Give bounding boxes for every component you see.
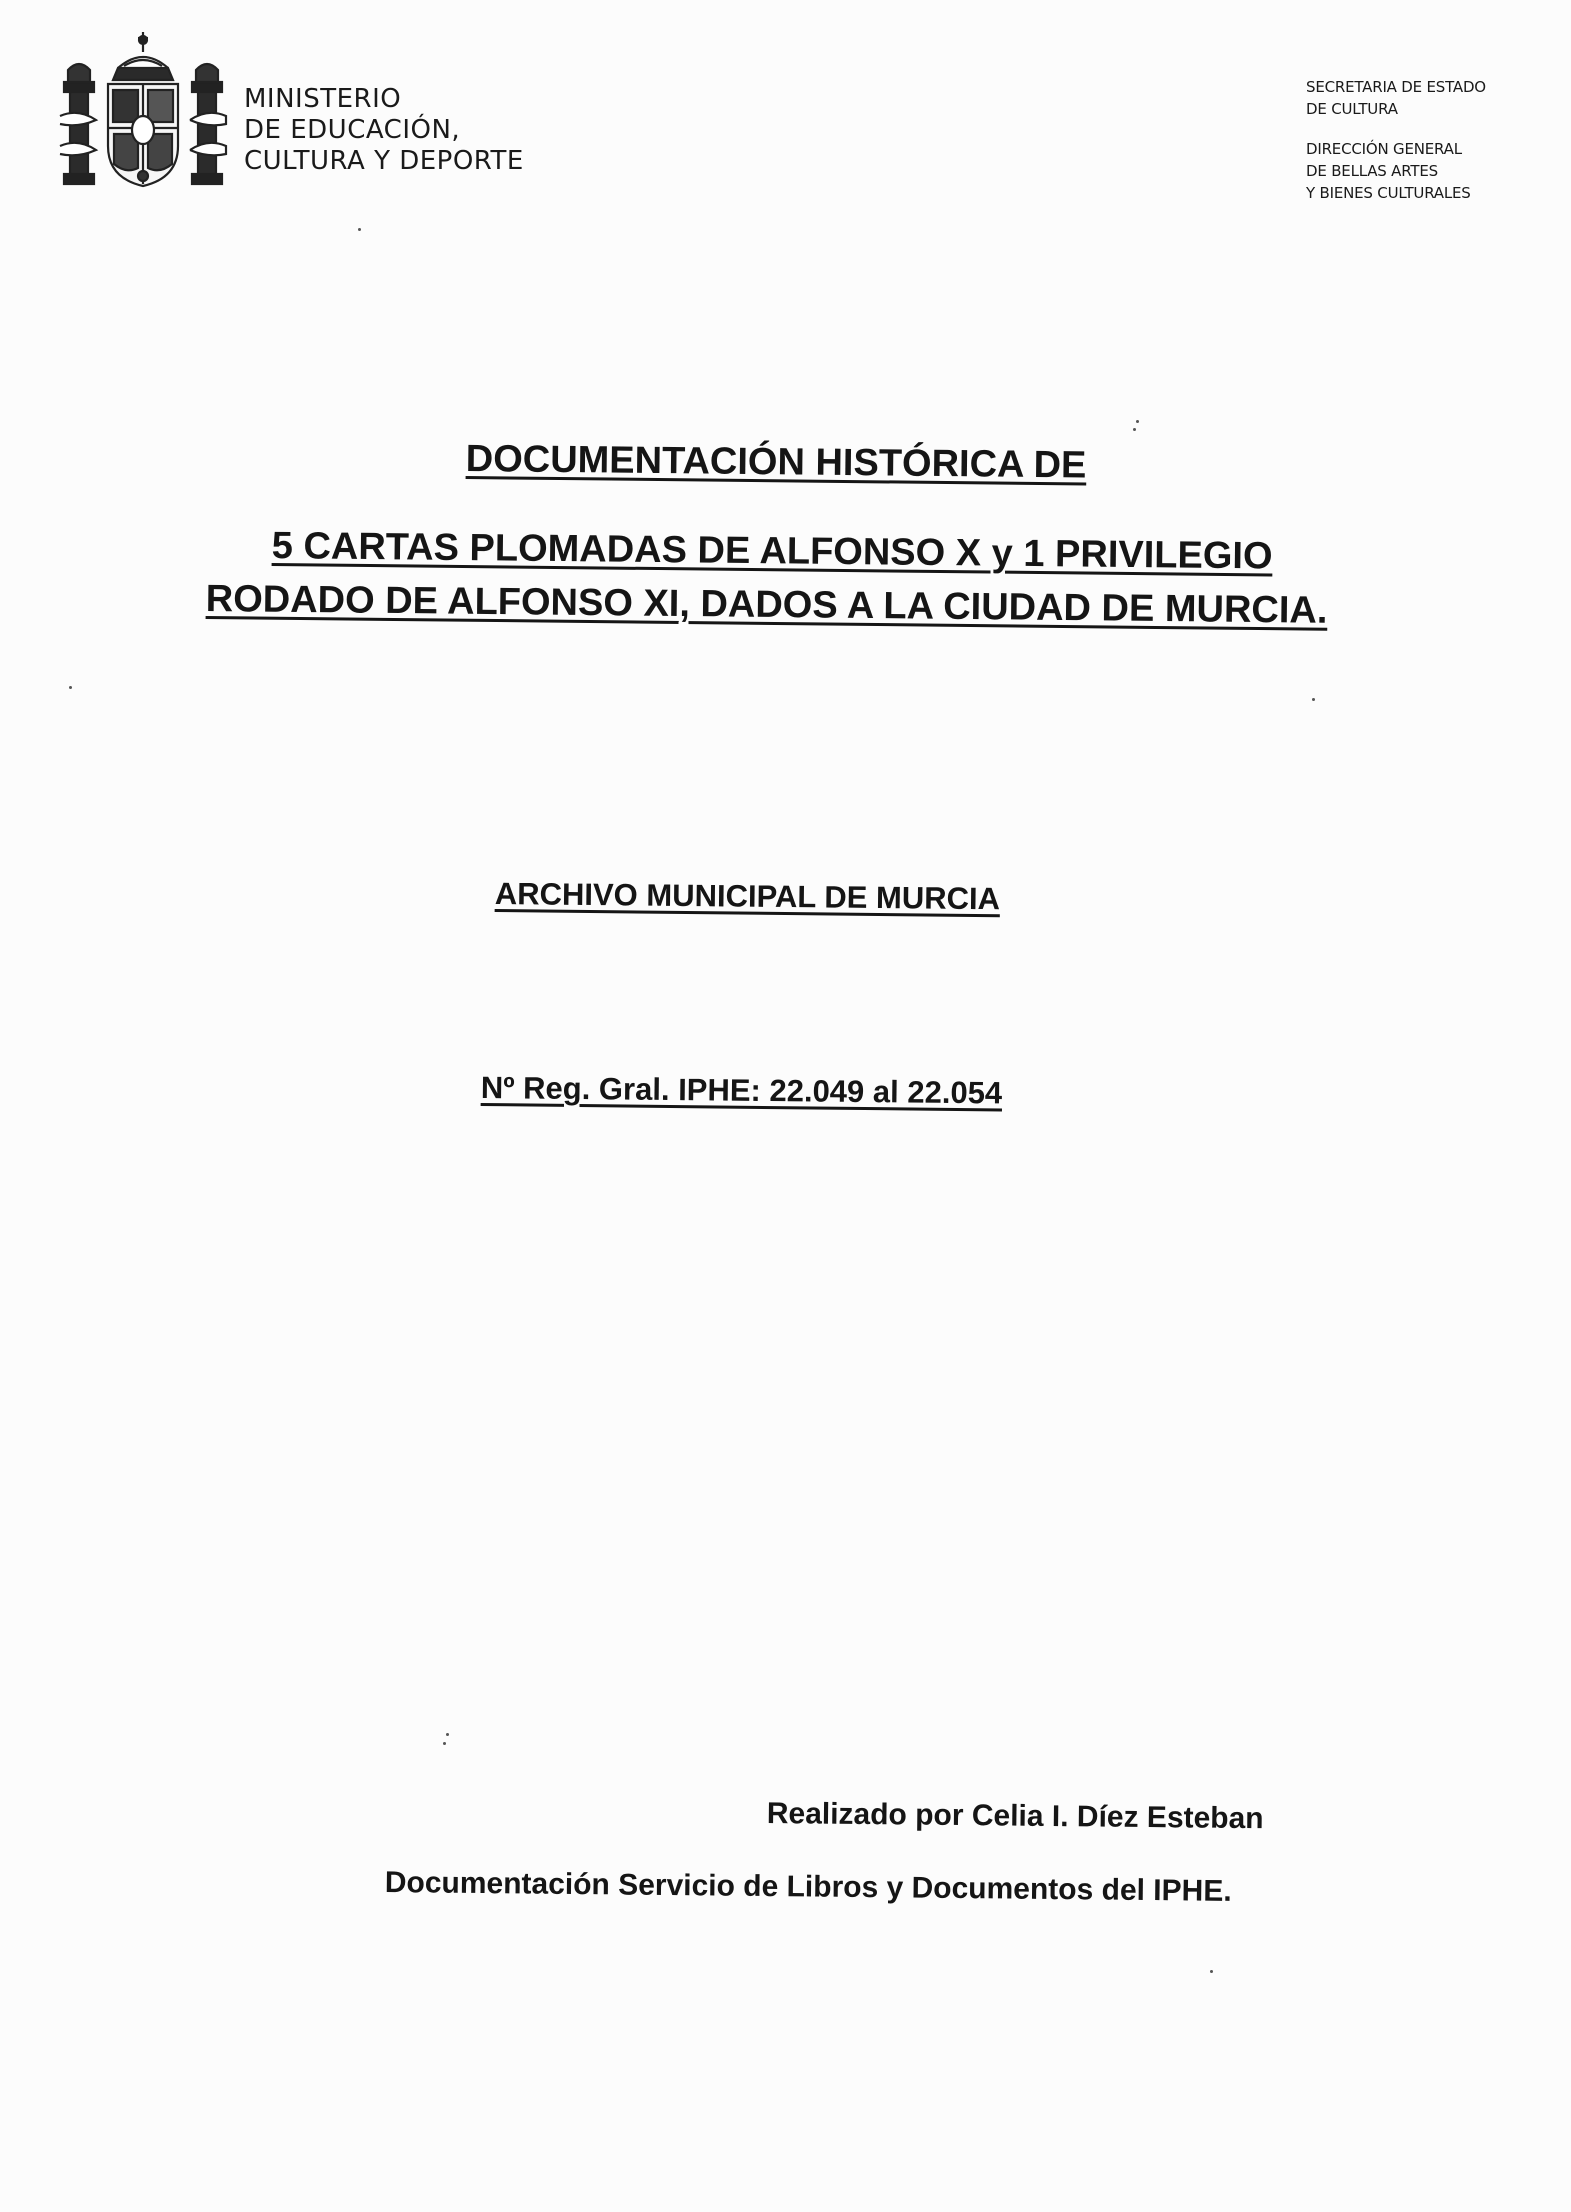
direccion-line-1: DIRECCIÓN GENERAL xyxy=(1306,140,1462,158)
ministry-line-3: CULTURA Y DEPORTE xyxy=(244,146,524,176)
secretaria-line-1: SECRETARIA DE ESTADO xyxy=(1306,78,1486,96)
registry-number: Nº Reg. Gral. IPHE: 22.049 al 22.054 xyxy=(480,1070,1003,1111)
scan-speck xyxy=(69,686,72,689)
ministry-name xyxy=(244,84,524,177)
ministry-line-1: MINISTERIO xyxy=(244,84,402,114)
scan-speck xyxy=(1136,420,1139,423)
department-credit: Documentación Servicio de Libros y Documentos del IPHE. xyxy=(384,1866,1232,1908)
scan-speck xyxy=(1133,428,1136,431)
scan-speck xyxy=(446,1733,449,1736)
direccion-block xyxy=(1306,138,1486,204)
secretaria-block xyxy=(1306,76,1486,120)
document-subtitle-line-1: 5 CARTAS PLOMADAS DE ALFONSO X y 1 PRIVILEGIO xyxy=(271,525,1273,578)
direccion-line-2: DE BELLAS ARTES xyxy=(1306,162,1438,180)
direccion-line-3: Y BIENES CULTURALES xyxy=(1306,184,1471,202)
author-credit: Realizado por Celia I. Díez Esteban xyxy=(766,1797,1264,1836)
spanish-coat-of-arms-icon xyxy=(58,28,228,198)
secretaria-line-2: DE CULTURA xyxy=(1306,100,1398,118)
scan-speck xyxy=(358,228,361,231)
scan-speck xyxy=(1312,698,1315,701)
department-header xyxy=(1306,76,1486,222)
scan-speck xyxy=(443,1742,446,1745)
archive-name: ARCHIVO MUNICIPAL DE MURCIA xyxy=(494,876,1001,917)
scan-speck xyxy=(1210,1970,1213,1973)
ministry-line-2: DE EDUCACIÓN, xyxy=(244,115,461,145)
document-title: DOCUMENTACIÓN HISTÓRICA DE xyxy=(465,438,1087,487)
document-subtitle-line-2: RODADO DE ALFONSO XI, DADOS A LA CIUDAD DE MURCIA. xyxy=(205,578,1328,632)
